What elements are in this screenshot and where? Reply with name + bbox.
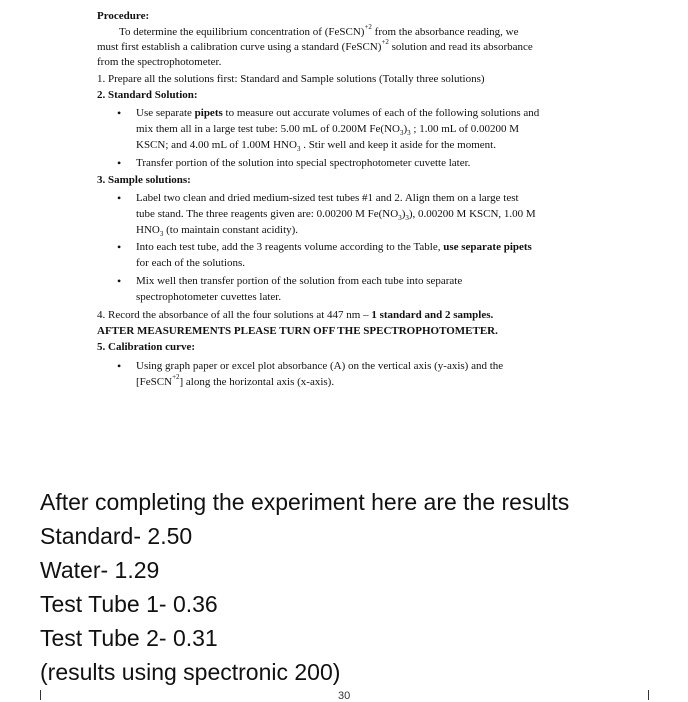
result-water: Water- 1.29 — [40, 557, 160, 583]
step-5-heading: 5. Calibration curve: — [97, 341, 196, 353]
step5-bullet1-line2: [FeSCN$^{+2}$] along the horizontal axis (x-axis). — [136, 373, 335, 388]
bullet-marker: • — [117, 156, 122, 170]
step2-bullet1-line3: KSCN; and 4.00 mL of 1.00M $HNO_3$ . Stir well and keep it aside for the moment. — [136, 139, 496, 154]
bullet-marker: • — [117, 191, 122, 205]
step2-bullet1-line2: mix them all in a large test tube: 5.00 mL of 0.200M $Fe(NO_3)_3$ ; 1.00 mL of 0.00200 M — [136, 123, 520, 138]
step3-bullet1-line2: tube stand. The three reagents given are: 0.00200 M $Fe(NO_3)_3$), 0.00200 M KSCN, 1.00 M — [136, 208, 536, 223]
procedure-heading: Procedure: — [97, 10, 150, 22]
step-1: 1. Prepare all the solutions first: Standard and Sample solutions (Totally three solutions) — [97, 73, 485, 85]
bullet-marker: • — [117, 106, 122, 120]
step2-bullet2: Transfer portion of the solution into special spectrophotometer cuvette later. — [136, 157, 471, 169]
results-intro: After completing the experiment here are the results — [40, 489, 570, 515]
step3-bullet1-line1: Label two clean and dried medium-sized test tubes #1 and 2. Align them on a large test — [136, 192, 519, 204]
page-number: 30 — [338, 690, 351, 702]
page-footer — [0, 690, 688, 700]
intro-line-2: must first establish a calibration curve using a standard (FeSCN)$^{+2}$ solution and read its absorbance — [97, 38, 533, 53]
results-block — [40, 485, 569, 689]
page-edge-right — [648, 690, 649, 700]
step3-bullet3-line2: spectrophotometer cuvettes later. — [136, 291, 282, 303]
result-standard: Standard- 2.50 — [40, 523, 193, 549]
step-2-heading: 2. Standard Solution: — [97, 89, 198, 101]
step5-bullet1-line1: Using graph paper or excel plot absorbance (A) on the vertical axis (y-axis) and the — [136, 360, 504, 372]
step-3-heading: 3. Sample solutions: — [97, 174, 191, 186]
bullet-marker: • — [117, 274, 122, 288]
bullet-marker: • — [117, 240, 122, 254]
intro-line-3: from the spectrophotometer. — [97, 56, 222, 68]
result-test-tube-2: Test Tube 2- 0.31 — [40, 625, 218, 651]
step3-bullet1-line3: $HNO_3$ (to maintain constant acidity). — [136, 224, 299, 239]
bullet-marker: • — [117, 359, 122, 373]
step3-bullet3-line1: Mix well then transfer portion of the solution from each tube into separate — [136, 275, 463, 287]
step2-bullet1-line1: Use separate pipets to measure out accurate volumes of each of the following solutions and — [136, 107, 540, 119]
step3-bullet2-line2: for each of the solutions. — [136, 257, 246, 269]
page-edge-left — [40, 690, 41, 700]
step-4-line1: 4. Record the absorbance of all the four solutions at 447 nm – 1 standard and 2 samples. — [97, 309, 494, 321]
step3-bullet2-line1: Into each test tube, add the 3 reagents volume according to the Table, use separate pipets — [136, 241, 532, 253]
results-note: (results using spectronic 200) — [40, 659, 341, 685]
intro-line-1: To determine the equilibrium concentration of (FeSCN)$^{+2}$ from the absorbance reading, we — [119, 23, 519, 38]
result-test-tube-1: Test Tube 1- 0.36 — [40, 591, 218, 617]
step-4-line2: AFTER MEASUREMENTS PLEASE TURN OFF THE SPECTROPHOTOMETER. — [97, 325, 498, 337]
